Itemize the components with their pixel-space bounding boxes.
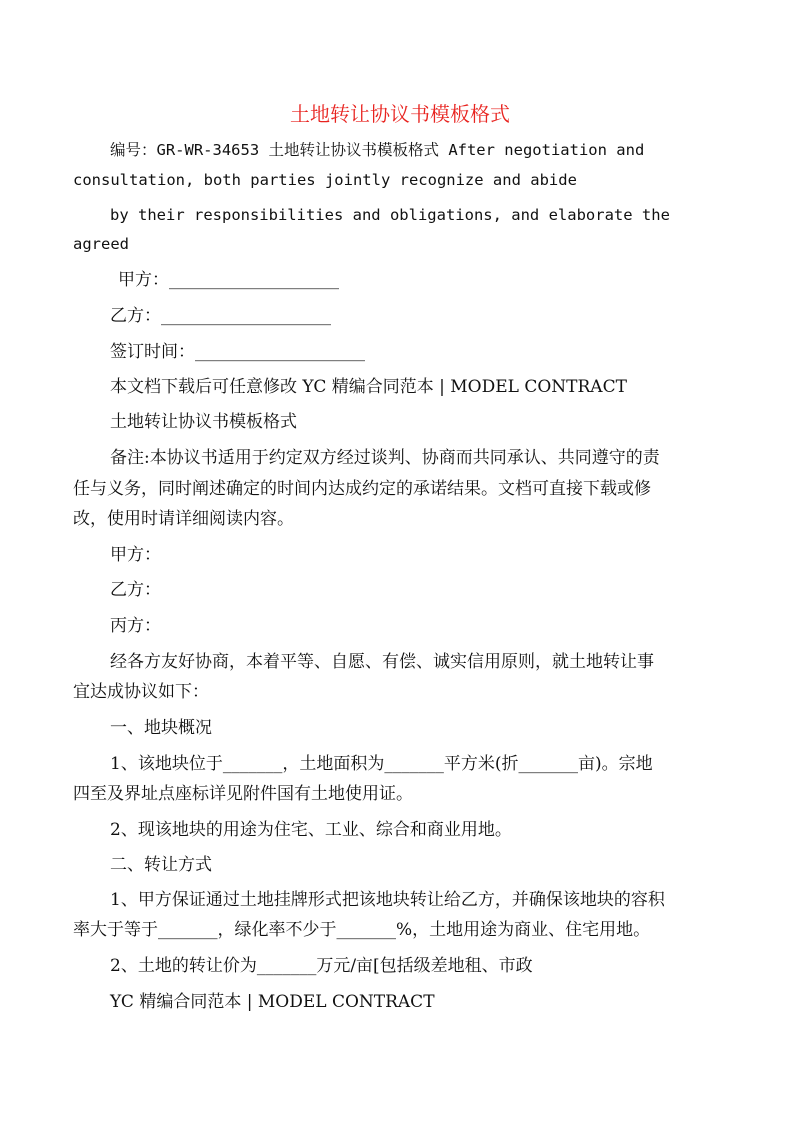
party-b-label: 乙方： <box>110 580 161 600</box>
header-note: 本文档下载后可任意修改 YC 精编合同范本 | MODEL CONTRACT <box>110 377 627 397</box>
footer-note: YC 精编合同范本 | MODEL CONTRACT <box>110 992 435 1012</box>
party-a-label: 甲方： <box>110 545 161 565</box>
intro-line-4: agreed <box>73 235 129 253</box>
intro-line-3: by their responsibilities and obligations, and elaborate the <box>110 206 670 224</box>
section-1-item-1-line-2: 四至及界址点座标详见附件国有土地使用证。 <box>73 784 413 804</box>
signing-time: 签订时间：____________________ <box>110 342 365 362</box>
party-c-label: 丙方： <box>110 616 161 636</box>
document-title: 土地转让协议书模板格式 <box>290 102 510 126</box>
party-b-signature: 乙方：____________________ <box>110 306 331 326</box>
preamble-line-2: 宜达成协议如下： <box>73 682 209 702</box>
intro-line-2: consultation, both parties jointly recognize and abide <box>73 171 577 189</box>
section-1-item-2: 2、现该地块的用途为住宅、工业、综合和商业用地。 <box>110 820 512 840</box>
remark-line-3: 改，使用时请详细阅读内容。 <box>73 509 294 529</box>
section-2-item-2: 2、土地的转让价为_______万元/亩[包括级差地租、市政 <box>110 956 533 976</box>
section-1-item-1-line-1: 1、该地块位于_______，土地面积为_______平方米(折_______亩)。宗地 <box>110 754 653 774</box>
section-1-heading: 一、地块概况 <box>110 718 212 738</box>
remark-line-1: 备注:本协议书适用于约定双方经过谈判、协商而共同承认、共同遵守的责 <box>110 448 660 468</box>
remark-line-2: 任与义务，同时阐述确定的时间内达成约定的承诺结果。文档可直接下载或修 <box>73 479 651 499</box>
preamble-line-1: 经各方友好协商，本着平等、自愿、有偿、诚实信用原则，就土地转让事 <box>110 652 654 672</box>
section-2-item-1-line-2: 率大于等于_______，绿化率不少于_______%，土地用途为商业、住宅用地。 <box>73 920 651 940</box>
intro-line-1: 编号：GR-WR-34653 土地转让协议书模板格式 After negotiation and <box>110 141 645 159</box>
section-2-item-1-line-1: 1、甲方保证通过土地挂牌形式把该地块转让给乙方，并确保该地块的容积 <box>110 890 665 910</box>
party-a-signature: 甲方：____________________ <box>118 270 339 290</box>
section-2-heading: 二、转让方式 <box>110 855 212 875</box>
document-name: 土地转让协议书模板格式 <box>110 412 297 432</box>
